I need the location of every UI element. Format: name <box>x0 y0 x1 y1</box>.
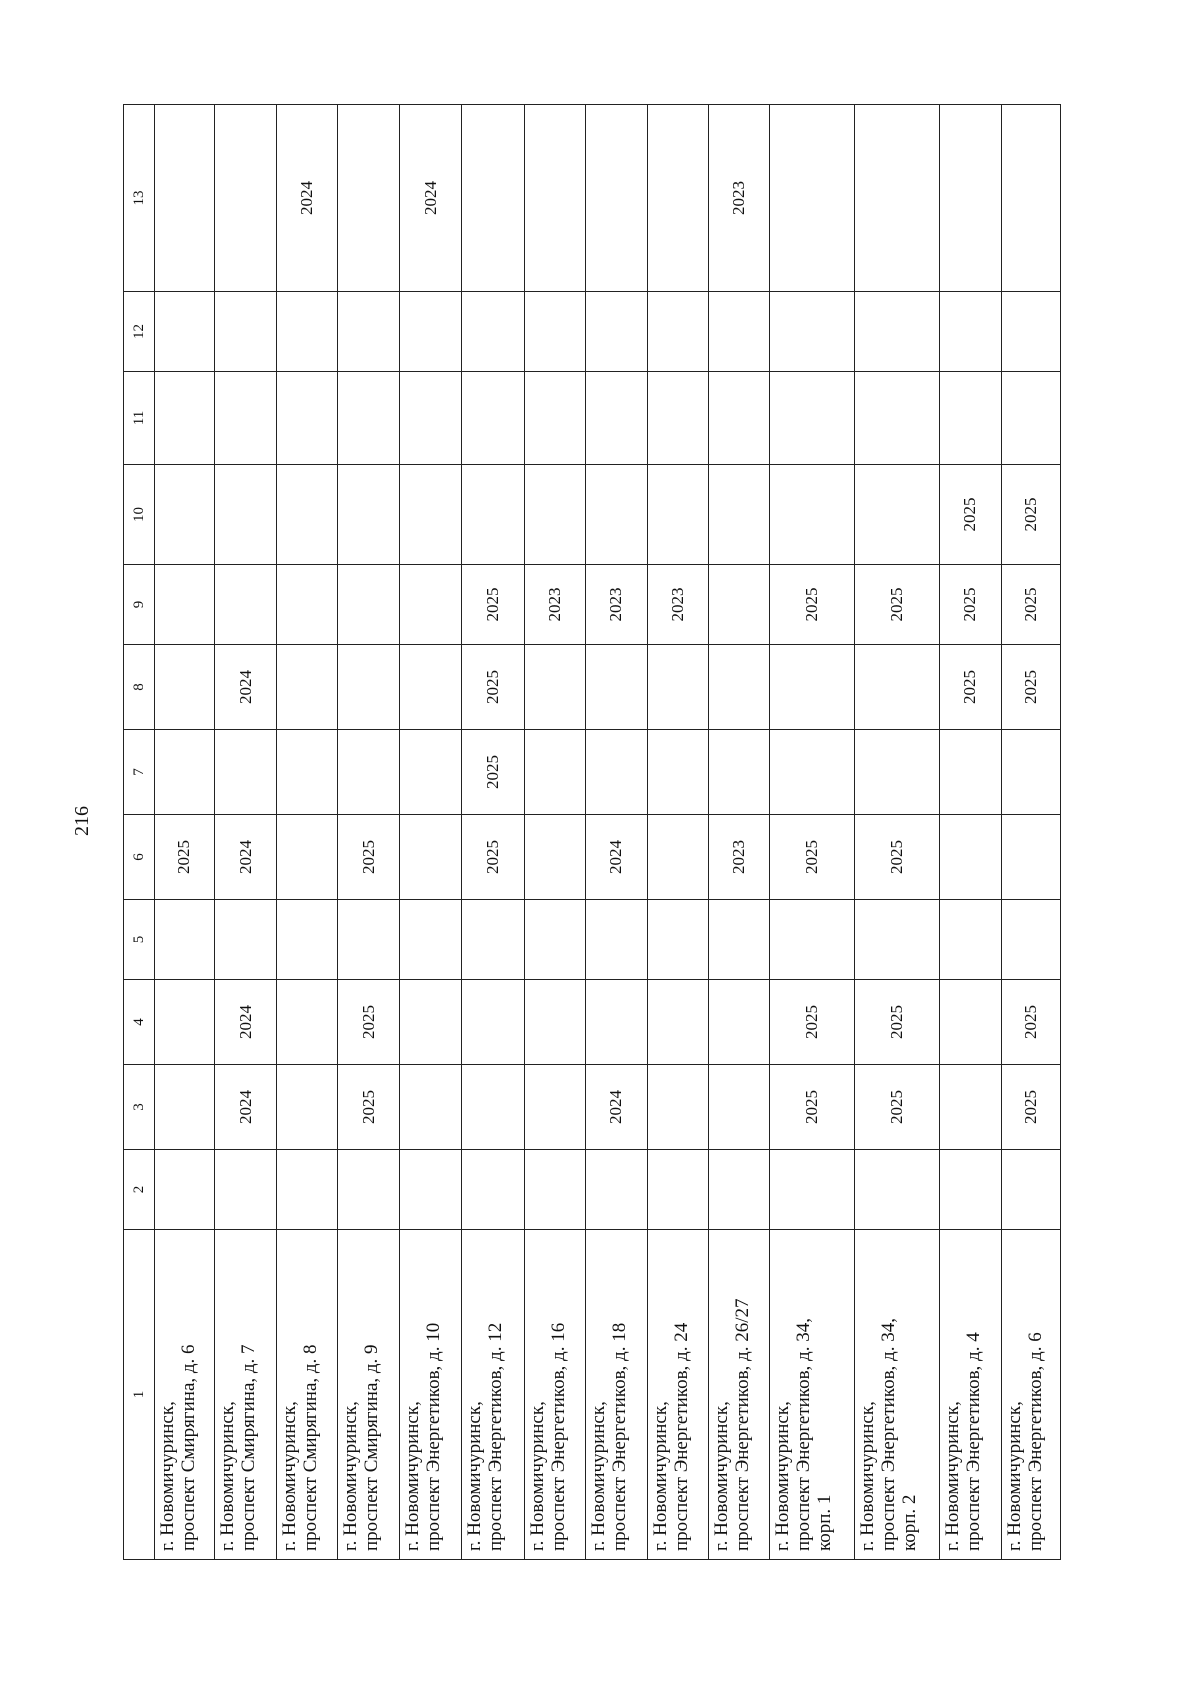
year-cell <box>462 980 524 1065</box>
year-cell <box>1002 1150 1061 1230</box>
year-cell <box>854 465 939 565</box>
address-cell <box>585 1230 647 1560</box>
year-cell <box>400 372 462 465</box>
year-cell: 2025 <box>854 980 939 1065</box>
year-cell <box>155 565 215 645</box>
address-line: проспект Смирягина, д. 6 <box>178 1344 199 1551</box>
address-line: проспект Энергетиков, д. 24 <box>670 1322 692 1551</box>
column-header: 7 <box>124 730 155 815</box>
year-cell <box>277 1065 338 1150</box>
year-cell <box>155 900 215 980</box>
year-cell <box>155 1065 215 1150</box>
address-line: корп. 2 <box>898 1494 920 1551</box>
year-cell <box>214 565 276 645</box>
year-cell <box>277 292 338 372</box>
year-cell <box>708 900 769 980</box>
column-header: 12 <box>124 292 155 372</box>
year-cell: 2025 <box>1002 645 1061 730</box>
year-cell <box>524 645 585 730</box>
year-cell: 2025 <box>1002 980 1061 1065</box>
year-cell: 2025 <box>462 815 524 900</box>
year-cell: 2023 <box>708 815 769 900</box>
year-cell: 2025 <box>939 565 1001 645</box>
table-row <box>214 105 276 1560</box>
year-cell <box>585 292 647 372</box>
address-line: г. Новомичуринск, <box>771 1401 793 1551</box>
table-row <box>155 105 215 1560</box>
year-cell: 2025 <box>338 980 400 1065</box>
header-row <box>124 105 155 1560</box>
year-cell <box>647 292 708 372</box>
year-cell <box>708 980 769 1065</box>
address-line: г. Новомичуринск, <box>526 1401 548 1551</box>
year-cell <box>708 1150 769 1230</box>
year-cell <box>400 565 462 645</box>
year-cell <box>400 980 462 1065</box>
year-cell: 2025 <box>338 1065 400 1150</box>
year-cell <box>647 645 708 730</box>
year-cell <box>462 292 524 372</box>
column-header: 6 <box>124 815 155 900</box>
address-line: г. Новомичуринск, <box>587 1401 609 1551</box>
year-cell <box>647 1065 708 1150</box>
address-line: проспект Энергетиков, д. 10 <box>423 1322 445 1551</box>
year-cell <box>338 565 400 645</box>
year-cell <box>708 1065 769 1150</box>
year-cell <box>708 292 769 372</box>
year-cell <box>524 1150 585 1230</box>
year-cell <box>647 105 708 292</box>
year-cell <box>769 1150 854 1230</box>
year-cell <box>769 105 854 292</box>
column-header: 13 <box>124 105 155 292</box>
year-cell <box>462 900 524 980</box>
year-cell <box>524 815 585 900</box>
year-cell <box>400 815 462 900</box>
year-cell <box>400 645 462 730</box>
table-row <box>939 105 1001 1560</box>
year-cell <box>277 980 338 1065</box>
table-row <box>854 105 939 1560</box>
year-cell <box>338 900 400 980</box>
address-cell <box>854 1230 939 1560</box>
year-cell <box>1002 815 1061 900</box>
year-cell <box>769 645 854 730</box>
year-cell: 2025 <box>939 645 1001 730</box>
year-cell: 2024 <box>400 105 462 292</box>
year-cell: 2025 <box>769 980 854 1065</box>
year-cell <box>400 1065 462 1150</box>
year-cell <box>647 730 708 815</box>
year-cell <box>277 372 338 465</box>
year-cell <box>524 980 585 1065</box>
page-number: 216 <box>71 806 93 836</box>
year-cell <box>708 465 769 565</box>
year-cell <box>585 980 647 1065</box>
year-cell <box>400 292 462 372</box>
year-cell: 2025 <box>462 565 524 645</box>
year-cell <box>939 730 1001 815</box>
address-line: проспект Энергетиков, д. 34, <box>877 1318 899 1551</box>
column-header: 8 <box>124 645 155 730</box>
address-line: г. Новомичуринск, <box>157 1401 178 1551</box>
year-cell <box>400 900 462 980</box>
year-cell <box>708 372 769 465</box>
address-cell <box>155 1230 215 1560</box>
year-cell: 2025 <box>462 645 524 730</box>
year-cell <box>769 900 854 980</box>
address-line: проспект Энергетиков, д. 12 <box>485 1322 507 1551</box>
year-cell <box>524 900 585 980</box>
year-cell <box>277 645 338 730</box>
year-cell: 2025 <box>854 815 939 900</box>
year-cell <box>854 730 939 815</box>
year-cell <box>462 1065 524 1150</box>
year-cell <box>939 815 1001 900</box>
table-row <box>708 105 769 1560</box>
year-cell <box>647 815 708 900</box>
year-cell <box>524 1065 585 1150</box>
year-cell <box>524 465 585 565</box>
year-cell <box>338 105 400 292</box>
table-row <box>400 105 462 1560</box>
year-cell <box>1002 292 1061 372</box>
year-cell <box>338 730 400 815</box>
address-line: г. Новомичуринск, <box>856 1401 878 1551</box>
address-cell <box>338 1230 400 1560</box>
year-cell <box>462 465 524 565</box>
address-cell <box>400 1230 462 1560</box>
address-line: г. Новомичуринск, <box>941 1401 963 1551</box>
address-line: проспект Энергетиков, д. 18 <box>608 1322 630 1551</box>
year-cell <box>854 105 939 292</box>
year-cell <box>939 292 1001 372</box>
address-line: проспект Смирягина, д. 8 <box>300 1344 322 1551</box>
address-line: г. Новомичуринск, <box>216 1401 238 1551</box>
address-cell <box>277 1230 338 1560</box>
year-cell <box>939 900 1001 980</box>
address-line: проспект Энергетиков, д. 4 <box>962 1332 984 1551</box>
year-cell: 2025 <box>769 815 854 900</box>
year-cell <box>708 565 769 645</box>
year-cell <box>400 730 462 815</box>
address-cell <box>214 1230 276 1560</box>
address-line: г. Новомичуринск, <box>279 1401 301 1551</box>
year-cell <box>155 372 215 465</box>
year-cell <box>585 645 647 730</box>
year-cell: 2025 <box>1002 1065 1061 1150</box>
column-header: 9 <box>124 565 155 645</box>
year-cell <box>524 730 585 815</box>
year-cell <box>277 1150 338 1230</box>
address-line: г. Новомичуринск, <box>464 1401 486 1551</box>
table-row <box>585 105 647 1560</box>
year-cell <box>769 372 854 465</box>
column-header: 5 <box>124 900 155 980</box>
address-line: корп. 1 <box>813 1494 835 1551</box>
year-cell <box>524 292 585 372</box>
year-cell <box>155 465 215 565</box>
year-cell <box>462 372 524 465</box>
year-cell: 2025 <box>1002 565 1061 645</box>
year-cell: 2023 <box>647 565 708 645</box>
year-cell: 2024 <box>214 645 276 730</box>
year-cell <box>585 1150 647 1230</box>
year-cell <box>1002 372 1061 465</box>
year-cell: 2025 <box>1002 465 1061 565</box>
table-row <box>647 105 708 1560</box>
year-cell <box>585 105 647 292</box>
year-cell <box>647 1150 708 1230</box>
year-cell <box>585 465 647 565</box>
address-line: г. Новомичуринск, <box>340 1401 362 1551</box>
year-cell: 2025 <box>338 815 400 900</box>
year-cell <box>647 900 708 980</box>
year-cell <box>769 730 854 815</box>
year-cell <box>338 645 400 730</box>
year-cell <box>585 730 647 815</box>
year-cell <box>214 900 276 980</box>
year-cell: 2025 <box>155 815 215 900</box>
year-cell <box>277 730 338 815</box>
address-line: проспект Энергетиков, д. 6 <box>1025 1332 1047 1551</box>
column-header: 11 <box>124 372 155 465</box>
year-cell <box>462 105 524 292</box>
year-cell <box>214 1150 276 1230</box>
address-line: г. Новомичуринск, <box>649 1401 671 1551</box>
year-cell <box>1002 105 1061 292</box>
year-cell <box>854 372 939 465</box>
year-cell <box>155 980 215 1065</box>
year-cell <box>854 1150 939 1230</box>
year-cell <box>939 372 1001 465</box>
year-cell <box>155 105 215 292</box>
year-cell: 2024 <box>214 980 276 1065</box>
year-cell: 2024 <box>214 1065 276 1150</box>
year-cell <box>338 465 400 565</box>
year-cell <box>400 1150 462 1230</box>
year-cell <box>155 645 215 730</box>
year-cell <box>769 292 854 372</box>
column-header: 1 <box>124 1230 155 1560</box>
year-cell <box>939 1150 1001 1230</box>
year-cell <box>214 105 276 292</box>
year-cell <box>524 372 585 465</box>
address-cell <box>647 1230 708 1560</box>
table-row <box>277 105 338 1560</box>
address-line: проспект Энергетиков, д. 34, <box>792 1318 814 1551</box>
year-cell <box>155 730 215 815</box>
address-cell <box>462 1230 524 1560</box>
year-cell: 2023 <box>708 105 769 292</box>
address-line: г. Новомичуринск, <box>402 1401 424 1551</box>
address-line: г. Новомичуринск, <box>1004 1401 1026 1551</box>
year-cell <box>214 730 276 815</box>
year-cell <box>277 465 338 565</box>
schedule-table <box>123 104 1061 1560</box>
year-cell <box>939 1065 1001 1150</box>
year-cell: 2025 <box>854 1065 939 1150</box>
year-cell: 2024 <box>214 815 276 900</box>
year-cell <box>338 372 400 465</box>
year-cell: 2023 <box>524 565 585 645</box>
year-cell <box>277 900 338 980</box>
rotated-table-container <box>123 105 1061 1560</box>
address-line: проспект Энергетиков, д. 26/27 <box>731 1298 753 1551</box>
address-line: проспект Смирягина, д. 9 <box>361 1344 383 1551</box>
year-cell <box>854 292 939 372</box>
table-row <box>1002 105 1061 1560</box>
table-row <box>769 105 854 1560</box>
year-cell: 2025 <box>939 465 1001 565</box>
address-cell <box>524 1230 585 1560</box>
column-header: 10 <box>124 465 155 565</box>
year-cell <box>338 292 400 372</box>
year-cell: 2023 <box>585 565 647 645</box>
year-cell <box>854 645 939 730</box>
address-line: г. Новомичуринск, <box>710 1401 732 1551</box>
year-cell <box>585 372 647 465</box>
year-cell <box>524 105 585 292</box>
address-cell <box>1002 1230 1061 1560</box>
year-cell <box>155 292 215 372</box>
address-line: проспект Смирягина, д. 7 <box>237 1344 259 1551</box>
year-cell <box>708 730 769 815</box>
table-row <box>462 105 524 1560</box>
year-cell <box>462 1150 524 1230</box>
year-cell <box>214 372 276 465</box>
year-cell: 2025 <box>854 565 939 645</box>
address-cell <box>708 1230 769 1560</box>
year-cell <box>854 900 939 980</box>
year-cell <box>214 465 276 565</box>
year-cell <box>647 980 708 1065</box>
year-cell: 2024 <box>585 1065 647 1150</box>
year-cell: 2024 <box>277 105 338 292</box>
year-cell <box>155 1150 215 1230</box>
year-cell <box>400 465 462 565</box>
year-cell <box>769 465 854 565</box>
address-line: проспект Энергетиков, д. 16 <box>547 1322 569 1551</box>
year-cell <box>277 565 338 645</box>
year-cell <box>939 980 1001 1065</box>
year-cell <box>1002 900 1061 980</box>
table-body <box>155 105 1061 1560</box>
year-cell: 2025 <box>769 1065 854 1150</box>
year-cell <box>708 645 769 730</box>
year-cell: 2025 <box>769 565 854 645</box>
column-header: 3 <box>124 1065 155 1150</box>
year-cell <box>647 372 708 465</box>
address-cell <box>939 1230 1001 1560</box>
table-row <box>338 105 400 1560</box>
address-cell <box>769 1230 854 1560</box>
year-cell <box>214 292 276 372</box>
year-cell: 2025 <box>462 730 524 815</box>
year-cell: 2024 <box>585 815 647 900</box>
year-cell <box>939 105 1001 292</box>
table-row <box>524 105 585 1560</box>
year-cell <box>585 900 647 980</box>
year-cell <box>647 465 708 565</box>
year-cell <box>338 1150 400 1230</box>
year-cell <box>277 815 338 900</box>
column-header: 2 <box>124 1150 155 1230</box>
year-cell <box>1002 730 1061 815</box>
column-header: 4 <box>124 980 155 1065</box>
